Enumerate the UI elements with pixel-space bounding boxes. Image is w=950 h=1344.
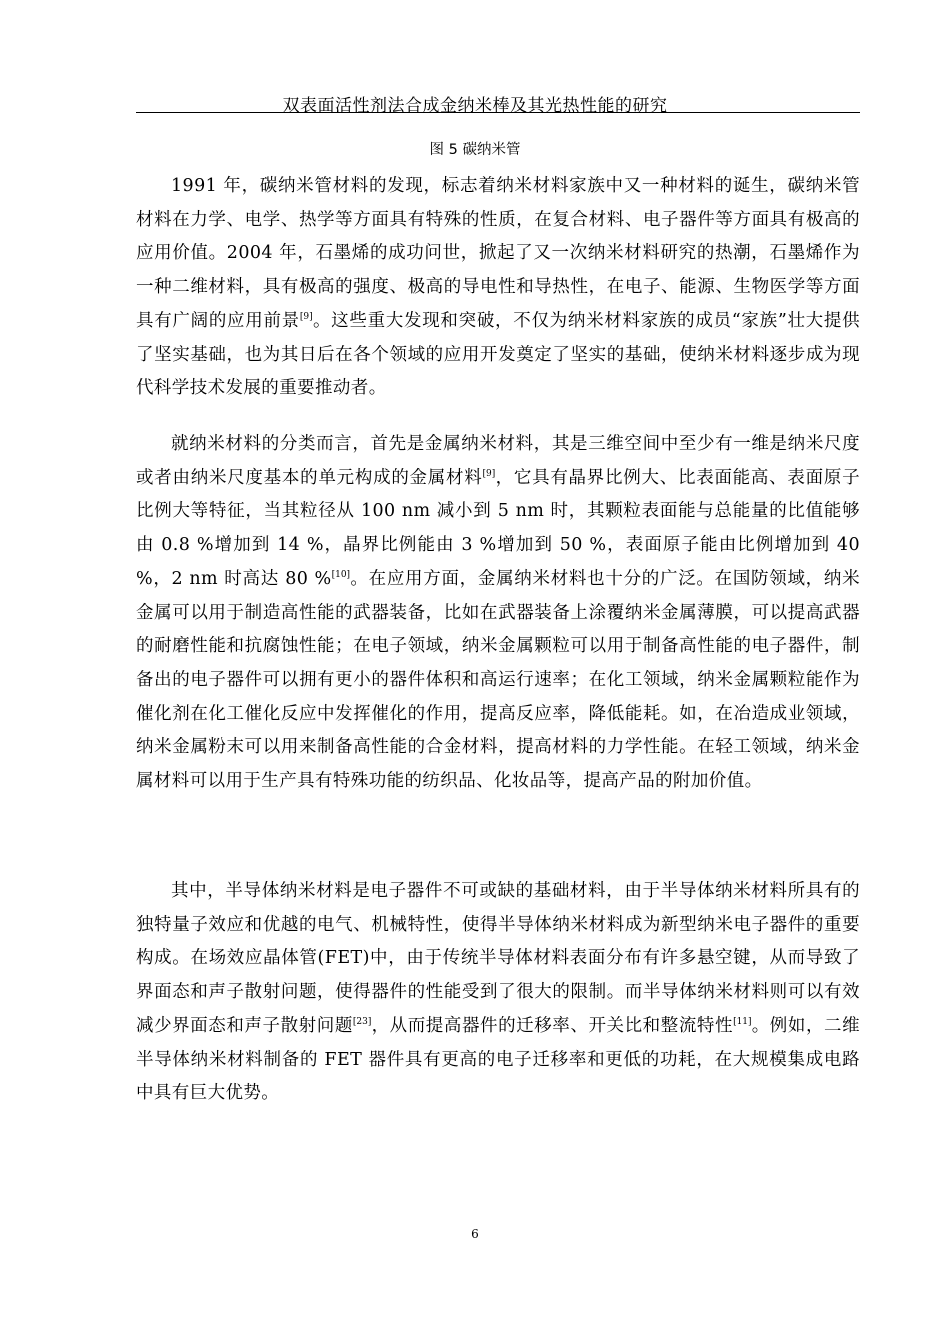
header-rule bbox=[136, 112, 860, 113]
text-run: 1991 年，碳纳米管材料的发现，标志着纳米材料家族中又一种材料的诞生，碳纳米管材料在力学、电学、热学等方面具有特殊的性质，在复合材料、电子器件等方面具有极高的应用价值。2004 年，石墨烯的成功问世，掀起了又一次纳米材料研究的热潮，石墨烯作为一种二维材料，具有极高的强度、极高的导电性和导热性，在电子、能源、生物医学等方面具有广阔的应用前景 bbox=[136, 176, 860, 331]
citation: [9] bbox=[482, 468, 496, 479]
text-run: 。例如，二维半导体纳米材料制备的 FET 器件具有更高的电子迁移率和更低的功耗，在大规模集成电路中具有巨大优势。 bbox=[136, 1015, 860, 1104]
text-run: 。这些重大发现和突破，不仅为纳米材料家族的成员“家族”壮大提供了坚实基础，也为其日后在各个领域的应用开发奠定了坚实的基础，使纳米材料逐步成为现代科学技术发展的重要推动者。 bbox=[136, 310, 860, 399]
citation: [9] bbox=[299, 311, 313, 322]
text-run: 。在应用方面，金属纳米材料也十分的广泛。在国防领域，纳米金属可以用于制造高性能的武器装备，比如在武器装备上涂覆纳米金属薄膜，可以提高武器的耐磨性能和抗腐蚀性能；在电子领域，纳米金属颗粒可以用于制备高性能的电子器件，制备出的电子器件可以拥有更小的器件体积和高运行速率；在化工领域，纳米金属颗粒能作为催化剂在化工催化反应中发挥催化的作用，提高反应率，降低能耗。如，在冶造成业领域，纳米金属粉末可以用来制备高性能的合金材料，提高材料的力学性能。在轻工领域，纳米金属材料可以用于生产具有特殊功能的纺织品、化妆品等，提高产品的附加价值。 bbox=[136, 568, 861, 792]
figure-caption: 图 5 碳纳米管 bbox=[429, 142, 521, 158]
citation: [10] bbox=[331, 569, 351, 580]
paragraph bbox=[136, 170, 860, 406]
paragraph bbox=[136, 428, 860, 799]
header-title: 双表面活性剂法合成金纳米棒及其光热性能的研究 bbox=[282, 96, 668, 116]
text-run: ，它具有晶界比例大、比表面能高、表面原子比例大等特征，当其粒径从 100 nm 减小到 5 nm 时，其颗粒表面能与总能量的比值能够由 0.8 %增加到 14 %，晶界比例能由 3 %增加到 50 %，表面原子能由比例增加到 40 %，2 nm 时高达 80 % bbox=[136, 467, 861, 589]
text-run: 其中，半导体纳米材料是电子器件不可或缺的基础材料，由于半导体纳米材料所具有的独特量子效应和优越的电气、机械特性，使得半导体纳米材料成为新型纳米电子器件的重要构成。在场效应晶体管(FET)中，由于传统半导体材料表面分布有许多悬空键，从而导致了界面态和声子散射问题，使得器件的性能受到了很大的限制。而半导体纳米材料则可以有效减少界面态和声子散射问题 bbox=[136, 881, 860, 1036]
paragraph bbox=[136, 875, 860, 1111]
page-number: 6 bbox=[471, 1227, 479, 1241]
citation: [23] bbox=[352, 1016, 372, 1027]
text-run: ，从而提高器件的迁移率、开关比和整流特性 bbox=[371, 1015, 734, 1036]
text-run: 就纳米材料的分类而言，首先是金属纳米材料，其是三维空间中至少有一维是纳米尺度或者由纳米尺度基本的单元构成的金属材料 bbox=[136, 434, 860, 488]
citation: [11] bbox=[733, 1016, 752, 1027]
